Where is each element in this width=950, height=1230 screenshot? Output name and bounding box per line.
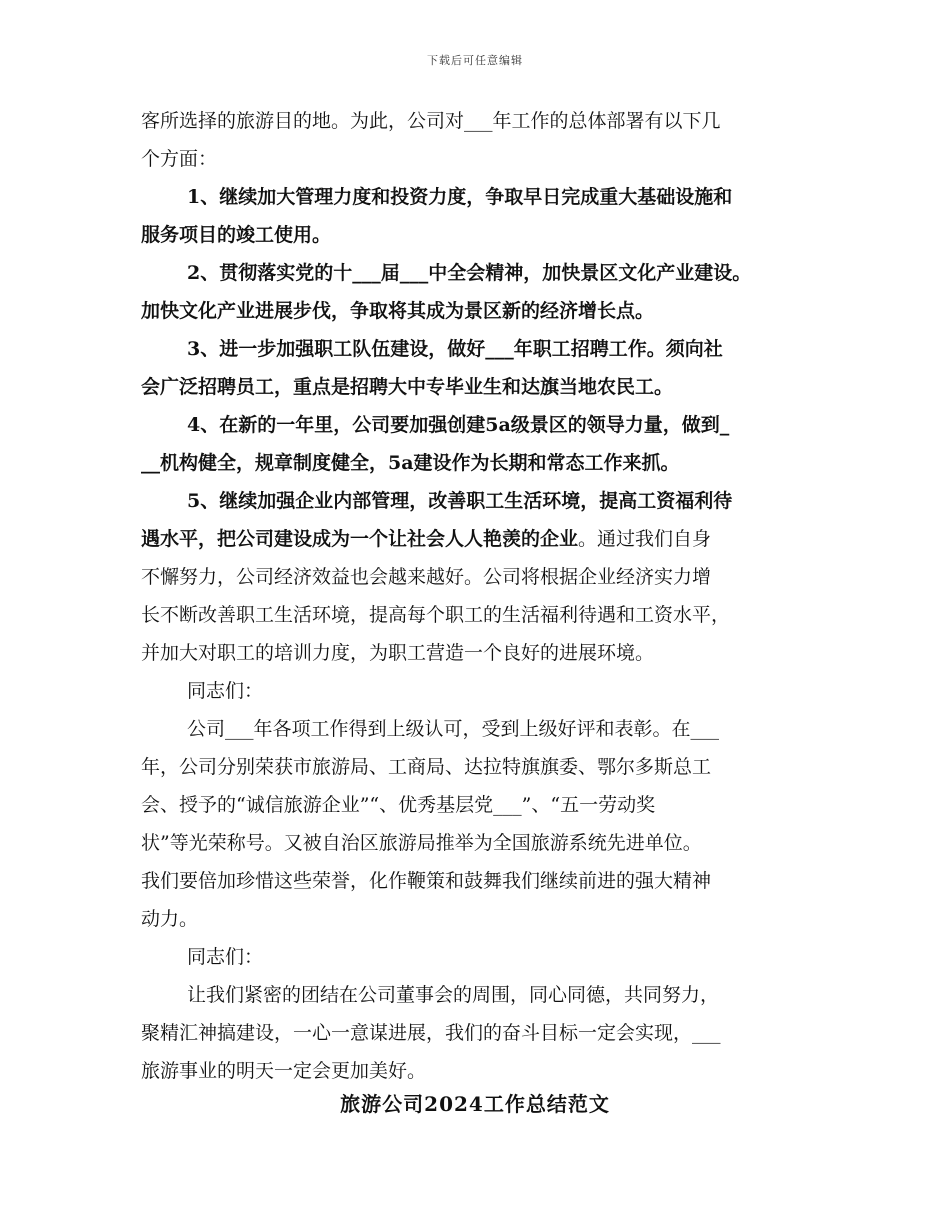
text-line: 并加大对职工的培训力度，为职工营造一个良好的进展环境。	[141, 642, 655, 664]
normal-text: 。通过我们自身	[578, 528, 712, 550]
list-item-4: 4、在新的一年里，公司要加强创建5a级景区的领导力量，做到_	[187, 414, 730, 436]
text-line: 年，公司分别荣获市旅游局、工商局、达拉特旗旗委、鄂尔多斯总工	[141, 756, 712, 778]
text-line: 个方面：	[141, 148, 218, 170]
bold-text: 遇水平，把公司建设成为一个让社会人人艳羡的企业	[141, 528, 579, 550]
salutation: 同志们：	[187, 946, 264, 968]
text-line: 会广泛招聘员工，重点是招聘大中专毕业生和达旗当地农民工。	[141, 376, 674, 398]
text-line: 聚精汇神搞建设，一心一意谋进展，我们的奋斗目标一定会实现，___	[141, 1022, 721, 1044]
document-body	[141, 102, 813, 1090]
text-line	[141, 520, 813, 558]
text-line: 我们要倍加珍惜这些荣誉，化作鞭策和鼓舞我们继续前进的强大精神	[141, 870, 712, 892]
text-line: 服务项目的竣工使用。	[141, 224, 332, 246]
text-line: 状”等光荣称号。又被自治区旅游局推举为全国旅游系统先进单位。	[141, 832, 702, 854]
text-line: 会、授予的“诚信旅游企业”“、优秀基层党___”、“五一劳动奖	[141, 794, 656, 816]
list-item-3: 3、进一步加强职工队伍建设，做好___年职工招聘工作。须向社	[187, 338, 723, 360]
text-line: 旅游事业的明天一定会更加美好。	[141, 1060, 427, 1082]
text-line: 客所选择的旅游目的地。为此，公司对___年工作的总体部署有以下几	[141, 110, 721, 132]
list-item-5: 5、继续加强企业内部管理，改善职工生活环境，提高工资福利待	[187, 490, 733, 512]
text-line: 加快文化产业进展步伐，争取将其成为景区新的经济增长点。	[141, 300, 655, 322]
text-line: 让我们紧密的团结在公司董事会的周围，同心同德，共同努力，	[187, 984, 720, 1006]
text-line: 公司___年各项工作得到上级认可，受到上级好评和表彰。在___	[187, 718, 720, 740]
list-item-2: 2、贯彻落实党的十___届___中全会精神，加快景区文化产业建设。	[187, 262, 752, 284]
text-line: 动力。	[141, 908, 199, 930]
text-line: 长不断改善职工生活环境，提高每个职工的生活福利待遇和工资水平，	[141, 604, 731, 626]
text-line: 不懈努力，公司经济效益也会越来越好。公司将根据企业经济实力增	[141, 566, 712, 588]
document-title: 旅游公司2024工作总结范文	[340, 1092, 610, 1116]
text-line: __机构健全，规章制度健全，5a建设作为长期和常态工作来抓。	[141, 452, 680, 474]
list-item-1: 1、继续加大管理力度和投资力度，争取早日完成重大基础设施和	[187, 186, 733, 208]
salutation: 同志们：	[187, 680, 264, 702]
page-header: 下载后可任意编辑	[427, 54, 523, 67]
